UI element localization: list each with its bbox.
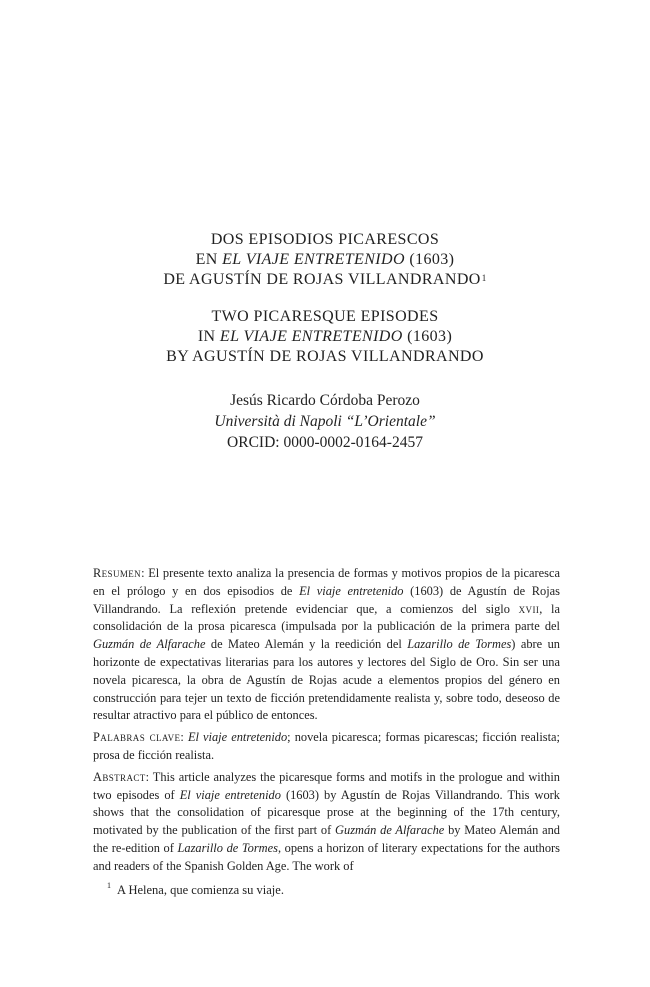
abstract-label: Abstract <box>93 769 146 784</box>
title-footnote-mark[interactable]: 1 <box>481 273 487 283</box>
footnote-number: 1 <box>107 881 111 890</box>
palabras-clave-label: Palabras clave <box>93 730 181 745</box>
title-es-work-title: EL VIAJE ENTRETENIDO <box>222 251 405 268</box>
title-es-line-3: DE AGUSTÍN DE ROJAS VILLANDRANDO$^1$ <box>163 271 487 288</box>
resumen-label: Resumen <box>93 566 142 580</box>
palabras-clave-paragraph: Palabras clave: El viaje entretenido; novela picaresca; formas picarescas; ficción realista; prosa de ficción realista. <box>93 730 560 762</box>
footnote-text: A Helena, que comienza su viaje. <box>117 883 284 897</box>
author-name: Jesús Ricardo Córdoba Perozo <box>230 392 420 409</box>
title-es-line-1: DOS EPISODIOS PICARESCOS <box>210 231 440 248</box>
english-title <box>0 307 650 367</box>
spanish-title <box>0 230 650 290</box>
footnote <box>106 883 284 898</box>
title-en-line-1: TWO PICARESQUE EPISODES <box>211 308 439 325</box>
title-en-work-title: EL VIAJE ENTRETENIDO <box>219 328 403 345</box>
author-block <box>0 390 650 453</box>
abstract-section <box>93 565 560 880</box>
author-affiliation: Università di Napoli “L’Orientale” <box>214 413 436 430</box>
century-numeral: xvii <box>518 601 540 616</box>
title-es-line-2: EN EL VIAJE ENTRETENIDO (1603) <box>195 251 455 268</box>
abstract-paragraph: Abstract: This article analyzes the picaresque forms and motifs in the prologue and within two episodes of El viaje entretenido (1603) by Agustín de Rojas Villandrando. This work shows that the consolidation of picaresque prose at the beginning of the 17th century, motivated by the publication of the first part of Guzmán de Alfarache by Mateo Alemán and the re-edition of Lazarillo de Tormes, opens a horizon of literary expectations for the authors and readers of the Spanish Golden Age. The work of <box>93 769 560 873</box>
resumen-paragraph: Resumen: El presente texto analiza la presencia de formas y motivos propios de la picaresca en el prólogo y en dos episodios de El viaje entretenido (1603) de Agustín de Rojas Villandrando. La reflexión pretende evidenciar que, a comienzos del siglo xvii, la consolidación de la prosa picaresca (impulsada por la publicación de la primera parte del Guzmán de Alfarache de Mateo Alemán y la reedición del Lazarillo de Tormes) abre un horizonte de expectativas literarias para los autores y lectores del Siglo de Oro. Sin ser una novela picaresca, la obra de Agustín de Rojas acude a elementos propios del género en construcción para tejer un texto de ficción pretendidamente realista y, sobre todo, deseoso de resultar atractivo para el público de entonces. <box>93 566 560 723</box>
title-en-line-2: IN EL VIAJE ENTRETENIDO (1603) <box>197 328 453 345</box>
author-orcid[interactable]: ORCID: 0000-0002-0164-2457 <box>227 434 423 451</box>
title-en-line-3: BY AGUSTÍN DE ROJAS VILLANDRANDO <box>166 348 484 365</box>
